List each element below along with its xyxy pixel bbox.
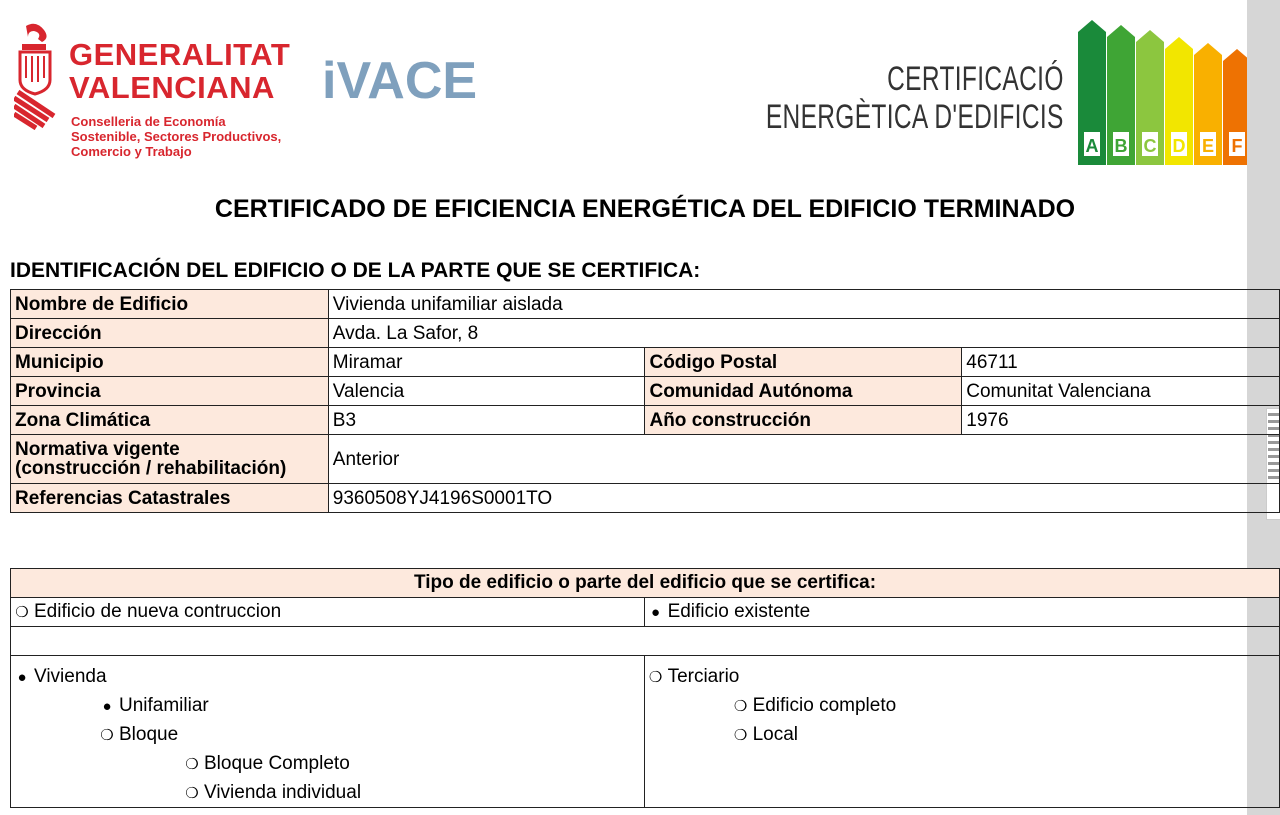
radio-unchecked-icon: ❍ — [648, 669, 663, 686]
option-edificio-completo[interactable] — [649, 691, 1275, 720]
radio-unchecked-icon: ❍ — [185, 756, 199, 773]
empty-row — [11, 627, 1280, 656]
radio-checked-icon: ● — [102, 698, 112, 715]
energy-bar-a — [1078, 20, 1106, 165]
municipio-value: Miramar — [328, 348, 645, 377]
table-row — [11, 627, 1280, 656]
radio-unchecked-icon: ❍ — [15, 604, 29, 621]
normativa-label-line2: (construcción / rehabilitación) — [15, 458, 287, 479]
gv-sub-line3: Comercio y Trabajo — [71, 144, 192, 159]
generalitat-valenciana-logo — [14, 20, 314, 170]
comunidad-label: Comunidad Autónoma — [645, 377, 962, 406]
radio-checked-icon: ● — [17, 669, 27, 686]
codigo-postal-label: Código Postal — [645, 348, 962, 377]
option-vivienda-individual[interactable] — [15, 778, 640, 807]
gv-sub-line1: Conselleria de Economía — [71, 114, 226, 129]
energy-letter-f: F — [1231, 136, 1243, 156]
comunidad-value: Comunitat Valenciana — [962, 377, 1280, 406]
generalitat-title — [69, 38, 290, 104]
radio-unchecked-icon: ❍ — [733, 727, 748, 744]
building-type-table — [10, 568, 1280, 808]
normativa-label — [11, 435, 329, 484]
normativa-label-line1: Normativa vigente — [15, 439, 180, 460]
energy-bar-b — [1107, 25, 1135, 165]
gv-title-line1: GENERALITAT — [69, 37, 291, 72]
identification-table — [10, 289, 1280, 513]
table-row — [11, 319, 1280, 348]
identification-heading: IDENTIFICACIÓN DEL EDIFICIO O DE LA PARTE QUE SE CERTIFICA: — [10, 259, 701, 282]
option-edificio-existente[interactable] — [644, 598, 1279, 627]
anio-construccion-value: 1976 — [962, 406, 1280, 435]
option-label: Edificio de nueva contruccion — [34, 601, 282, 622]
table-row — [11, 377, 1280, 406]
codigo-postal-value: 46711 — [962, 348, 1280, 377]
option-local[interactable] — [649, 720, 1275, 749]
building-type-heading: Tipo de edificio o parte del edificio que se certifica: — [11, 569, 1280, 598]
zona-climatica-value: B3 — [328, 406, 645, 435]
conselleria-name — [71, 114, 281, 159]
ivace-logo-text: iVACE — [322, 52, 478, 104]
option-label: Bloque — [119, 724, 179, 745]
energy-bar-e — [1194, 43, 1222, 165]
option-label: Edificio existente — [667, 601, 811, 622]
option-label: Edificio completo — [752, 695, 897, 716]
referencias-catastrales-value: 9360508YJ4196S0001TO — [328, 484, 1279, 513]
energy-bar-d — [1165, 37, 1193, 165]
cee-line1: CERTIFICACIÓ — [887, 60, 1064, 98]
option-label: Vivienda individual — [204, 782, 362, 803]
option-label: Unifamiliar — [119, 695, 209, 716]
terciario-options — [644, 656, 1279, 808]
direccion-label: Dirección — [11, 319, 329, 348]
option-nueva-construccion[interactable] — [11, 598, 645, 627]
option-unifamiliar[interactable] — [15, 691, 640, 720]
energy-letter-a: A — [1085, 136, 1099, 156]
option-label: Local — [752, 724, 798, 745]
table-row — [11, 569, 1280, 598]
zona-climatica-label: Zona Climática — [11, 406, 329, 435]
radio-unchecked-icon: ❍ — [185, 785, 199, 802]
option-label: Vivienda — [34, 666, 107, 687]
nombre-label: Nombre de Edificio — [11, 290, 329, 319]
gv-sub-line2: Sostenible, Sectores Productivos, — [71, 129, 282, 144]
ivace-logo — [322, 48, 502, 104]
energy-bar-c — [1136, 30, 1164, 165]
table-row — [11, 435, 1280, 484]
energy-letter-e: E — [1201, 136, 1215, 156]
direccion-value: Avda. La Safor, 8 — [328, 319, 1279, 348]
normativa-value: Anterior — [328, 435, 1279, 484]
energy-letter-c: C — [1143, 136, 1157, 156]
option-label: Bloque Completo — [204, 753, 350, 774]
cee-line2: ENERGÈTICA D'EDIFICIS — [766, 98, 1064, 136]
option-label: Terciario — [667, 666, 740, 687]
table-row — [11, 484, 1280, 513]
vivienda-options — [11, 656, 645, 808]
table-row — [11, 348, 1280, 377]
generalitat-crest-icon — [14, 22, 60, 130]
referencias-catastrales-label: Referencias Catastrales — [11, 484, 329, 513]
radio-checked-icon: ● — [651, 604, 661, 621]
option-bloque-completo[interactable] — [15, 749, 640, 778]
option-terciario[interactable] — [649, 662, 1275, 691]
option-vivienda[interactable] — [15, 662, 640, 691]
provincia-label: Provincia — [11, 377, 329, 406]
radio-unchecked-icon: ❍ — [100, 727, 114, 744]
municipio-label: Municipio — [11, 348, 329, 377]
energy-letter-d: D — [1172, 136, 1186, 156]
option-bloque[interactable] — [15, 720, 640, 749]
anio-construccion-label: Año construcción — [645, 406, 962, 435]
table-row — [11, 290, 1280, 319]
certificacio-energetica-title — [766, 60, 1064, 136]
table-row — [11, 406, 1280, 435]
nombre-value: Vivienda unifamiliar aislada — [328, 290, 1279, 319]
document-title: CERTIFICADO DE EFICIENCIA ENERGÉTICA DEL EDIFICIO TERMINADO — [214, 195, 1076, 223]
radio-unchecked-icon: ❍ — [733, 698, 748, 715]
table-row — [11, 598, 1280, 627]
table-row — [11, 656, 1280, 808]
gv-title-line2: VALENCIANA — [69, 70, 275, 105]
provincia-value: Valencia — [328, 377, 645, 406]
energy-letter-b: B — [1114, 136, 1128, 156]
